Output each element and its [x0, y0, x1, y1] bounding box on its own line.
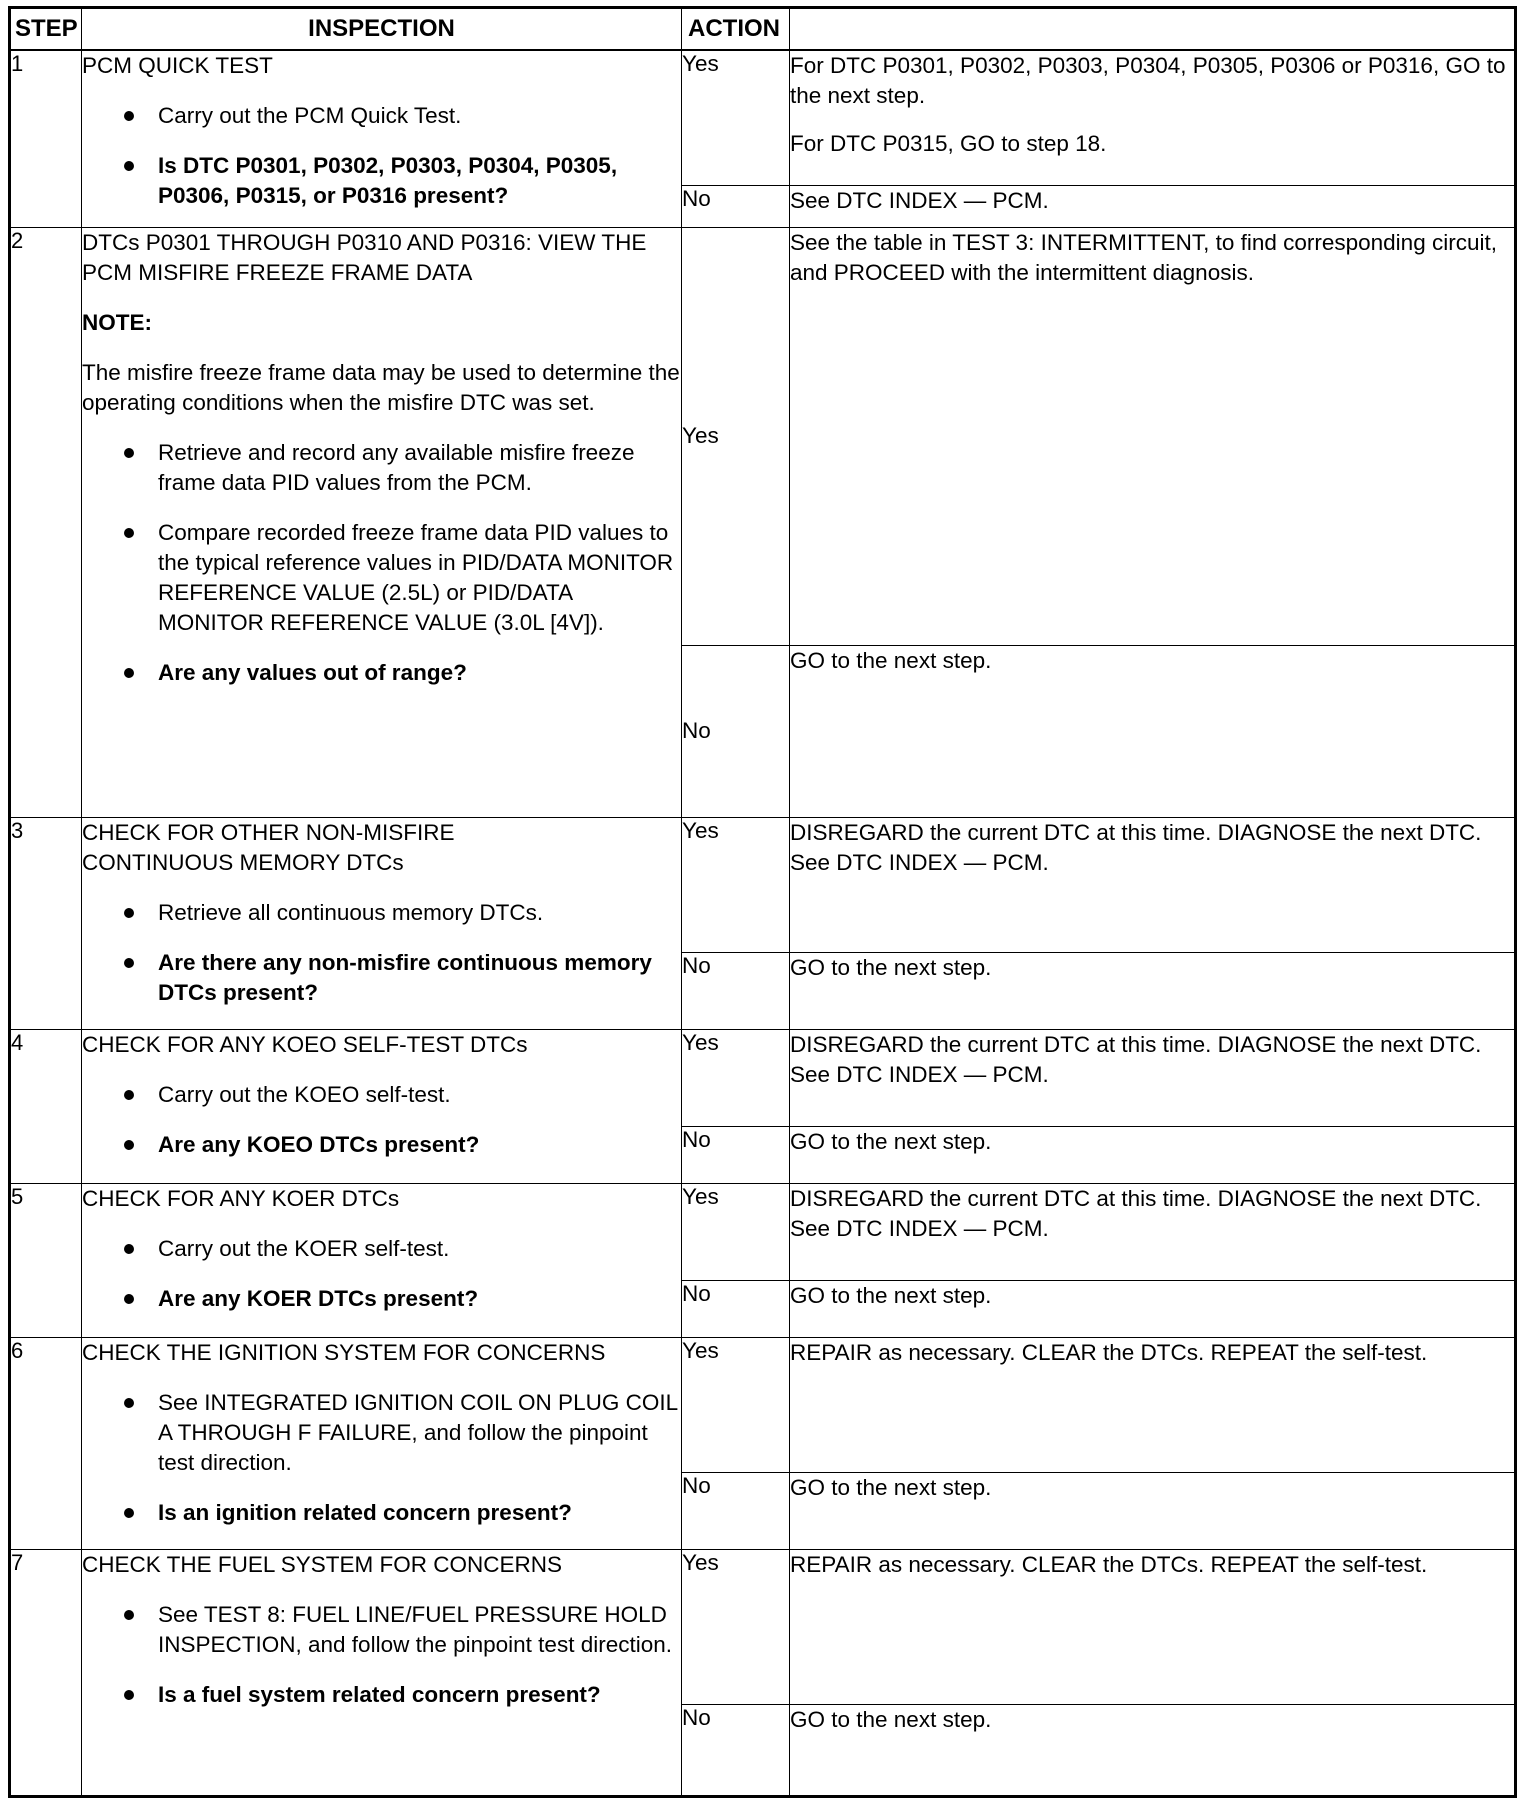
- header-result: [790, 8, 1516, 51]
- inspection-question: [82, 658, 681, 688]
- inspection-title: [82, 1550, 681, 1580]
- inspection-title: [82, 818, 681, 878]
- bullet-text: Is DTC P0301, P0302, P0303, P0304, P0305, P0306, P0315, or P0316 present?: [158, 153, 618, 208]
- bullet-text: Retrieve all continuous memory DTCs.: [158, 899, 544, 925]
- inspection-bullet: [82, 1234, 681, 1264]
- bullet-icon: [124, 161, 134, 171]
- header-step: STEP: [10, 8, 82, 51]
- bullet-text: See TEST 8: FUEL LINE/FUEL PRESSURE HOLD INSPECTION, and follow the pinpoint test direction.: [158, 1601, 672, 1657]
- inspection-bullet: [82, 1080, 681, 1110]
- inspection-bullet: [82, 898, 681, 928]
- yes-action: [790, 50, 1516, 185]
- action-text: See DTC INDEX — PCM.: [790, 187, 1049, 213]
- answer-no: No: [682, 645, 790, 817]
- inspection-title: [82, 228, 681, 288]
- inspection-question: [82, 1680, 681, 1710]
- answer-yes: Yes: [682, 1549, 790, 1704]
- inspection-title-line: CHECK FOR ANY KOEO SELF-TEST DTCs: [82, 1031, 528, 1057]
- action-text: DISREGARD the current DTC at this time. DIAGNOSE the next DTC. See DTC INDEX — PCM.: [790, 1031, 1482, 1087]
- inspection-cell: [82, 50, 682, 227]
- answer-yes: Yes: [682, 50, 790, 185]
- no-action: [790, 952, 1516, 1029]
- step-row-yes: [10, 1549, 1516, 1704]
- step-row-yes: [10, 1183, 1516, 1280]
- answer-no: No: [682, 1704, 790, 1796]
- bullet-text: Are any KOER DTCs present?: [158, 1285, 479, 1311]
- answer-yes: Yes: [682, 817, 790, 952]
- answer-no: No: [682, 185, 790, 227]
- answer-yes: Yes: [682, 1029, 790, 1126]
- inspection-question: [82, 1284, 681, 1314]
- step-number: 6: [10, 1337, 82, 1549]
- answer-yes: Yes: [682, 227, 790, 645]
- action-text: REPAIR as necessary. CLEAR the DTCs. REPEAT the self-test.: [790, 1339, 1428, 1365]
- inspection-question: [82, 1130, 681, 1160]
- inspection-question: [82, 151, 681, 211]
- action-text: For DTC P0301, P0302, P0303, P0304, P0305, P0306 or P0316, GO to the next step.: [790, 53, 1506, 108]
- note-label: NOTE:: [82, 309, 152, 335]
- step-number: 2: [10, 227, 82, 817]
- inspection-title-line: CHECK FOR OTHER NON-MISFIRE: [82, 819, 455, 845]
- inspection-question: [82, 948, 681, 1008]
- bullet-icon: [124, 1140, 134, 1150]
- inspection-title-line: CONTINUOUS MEMORY DTCs: [82, 849, 404, 875]
- inspection-cell: [82, 1549, 682, 1796]
- step-row-yes: [10, 1337, 1516, 1472]
- bullet-icon: [124, 1610, 134, 1620]
- inspection-bullet: [82, 1388, 681, 1478]
- inspection-title: [82, 1338, 681, 1368]
- no-action: [790, 1126, 1516, 1183]
- inspection-title-line: CHECK THE IGNITION SYSTEM FOR CONCERNS: [82, 1339, 606, 1365]
- inspection-cell: [82, 227, 682, 817]
- yes-action: [790, 227, 1516, 645]
- inspection-title-line: DTCs P0301 THROUGH P0310 AND P0316: VIEW THE PCM MISFIRE FREEZE FRAME DATA: [82, 229, 647, 285]
- bullet-text: Compare recorded freeze frame data PID values to the typical reference values in PID/DATA MONITOR REFERENCE VALUE (2.5L) or PID/DATA MONITOR REFERENCE VALUE (3.0L [4V]).: [158, 519, 674, 635]
- no-action: [790, 1704, 1516, 1796]
- bullet-icon: [124, 1508, 134, 1518]
- yes-action: [790, 817, 1516, 952]
- yes-action: [790, 1549, 1516, 1704]
- header-action: ACTION: [682, 8, 790, 51]
- action-text: GO to the next step.: [790, 1282, 992, 1308]
- step-number: 5: [10, 1183, 82, 1337]
- bullet-icon: [124, 958, 134, 968]
- bullet-icon: [124, 1294, 134, 1304]
- bullet-text: See INTEGRATED IGNITION COIL ON PLUG COIL A THROUGH F FAILURE, and follow the pinpoint test direction.: [158, 1389, 678, 1475]
- bullet-icon: [124, 1398, 134, 1408]
- step-number: 3: [10, 817, 82, 1029]
- inspection-title: [82, 51, 681, 81]
- bullet-icon: [124, 1090, 134, 1100]
- action-text: REPAIR as necessary. CLEAR the DTCs. REPEAT the self-test.: [790, 1551, 1428, 1577]
- action-text: DISREGARD the current DTC at this time. DIAGNOSE the next DTC. See DTC INDEX — PCM.: [790, 819, 1482, 875]
- step-row-yes: [10, 50, 1516, 185]
- answer-no: No: [682, 1280, 790, 1337]
- action-text: GO to the next step.: [790, 1474, 992, 1500]
- action-text: DISREGARD the current DTC at this time. DIAGNOSE the next DTC. See DTC INDEX — PCM.: [790, 1185, 1482, 1241]
- inspection-cell: [82, 1337, 682, 1549]
- header-row: [10, 8, 1516, 51]
- action-text: GO to the next step.: [790, 1128, 992, 1154]
- inspection-bullet: [82, 101, 681, 131]
- no-action: [790, 1472, 1516, 1549]
- bullet-icon: [124, 908, 134, 918]
- inspection-cell: [82, 817, 682, 1029]
- inspection-cell: [82, 1183, 682, 1337]
- inspection-question: [82, 1498, 681, 1528]
- header-inspection: INSPECTION: [82, 8, 682, 51]
- answer-no: No: [682, 1472, 790, 1549]
- bullet-text: Is an ignition related concern present?: [158, 1499, 572, 1525]
- step-number: 1: [10, 50, 82, 227]
- bullet-icon: [124, 1690, 134, 1700]
- inspection-title: [82, 1030, 681, 1060]
- no-action: [790, 185, 1516, 227]
- answer-no: No: [682, 952, 790, 1029]
- inspection-cell: [82, 1029, 682, 1183]
- inspection-bullet: [82, 518, 681, 638]
- step-row-yes: [10, 227, 1516, 645]
- note-text: The misfire freeze frame data may be used to determine the operating conditions when the misfire DTC was set.: [82, 359, 680, 415]
- answer-yes: Yes: [682, 1183, 790, 1280]
- inspection-bullet: [82, 438, 681, 498]
- diagnostic-table: [8, 6, 1517, 1798]
- action-text: GO to the next step.: [790, 1706, 992, 1732]
- inspection-title: [82, 1184, 681, 1214]
- answer-no: No: [682, 1126, 790, 1183]
- bullet-icon: [124, 1244, 134, 1254]
- no-action: [790, 1280, 1516, 1337]
- step-number: 7: [10, 1549, 82, 1796]
- bullet-text: Are any KOEO DTCs present?: [158, 1131, 480, 1157]
- bullet-text: Are any values out of range?: [158, 659, 467, 685]
- step-row-yes: [10, 1029, 1516, 1126]
- bullet-icon: [124, 668, 134, 678]
- step-number: 4: [10, 1029, 82, 1183]
- action-text: For DTC P0315, GO to step 18.: [790, 131, 1107, 156]
- action-text: See the table in TEST 3: INTERMITTENT, to find corresponding circuit, and PROCEED with the intermittent diagnosis.: [790, 229, 1497, 285]
- action-text: GO to the next step.: [790, 647, 992, 673]
- yes-action: [790, 1183, 1516, 1280]
- inspection-title-line: PCM QUICK TEST: [82, 53, 273, 78]
- bullet-text: Carry out the PCM Quick Test.: [158, 103, 462, 128]
- inspection-title-line: CHECK FOR ANY KOER DTCs: [82, 1185, 400, 1211]
- no-action: [790, 645, 1516, 817]
- inspection-title-line: CHECK THE FUEL SYSTEM FOR CONCERNS: [82, 1551, 563, 1577]
- answer-yes: Yes: [682, 1337, 790, 1472]
- bullet-icon: [124, 448, 134, 458]
- bullet-text: Is a fuel system related concern present?: [158, 1681, 601, 1707]
- bullet-icon: [124, 528, 134, 538]
- action-text: GO to the next step.: [790, 954, 992, 980]
- bullet-text: Are there any non-misfire continuous memory DTCs present?: [158, 949, 652, 1005]
- yes-action: [790, 1029, 1516, 1126]
- bullet-text: Retrieve and record any available misfire freeze frame data PID values from the PCM.: [158, 439, 635, 495]
- inspection-bullet: [82, 1600, 681, 1660]
- yes-action: [790, 1337, 1516, 1472]
- bullet-icon: [124, 111, 134, 121]
- bullet-text: Carry out the KOEO self-test.: [158, 1081, 451, 1107]
- bullet-text: Carry out the KOER self-test.: [158, 1235, 450, 1261]
- step-row-yes: [10, 817, 1516, 952]
